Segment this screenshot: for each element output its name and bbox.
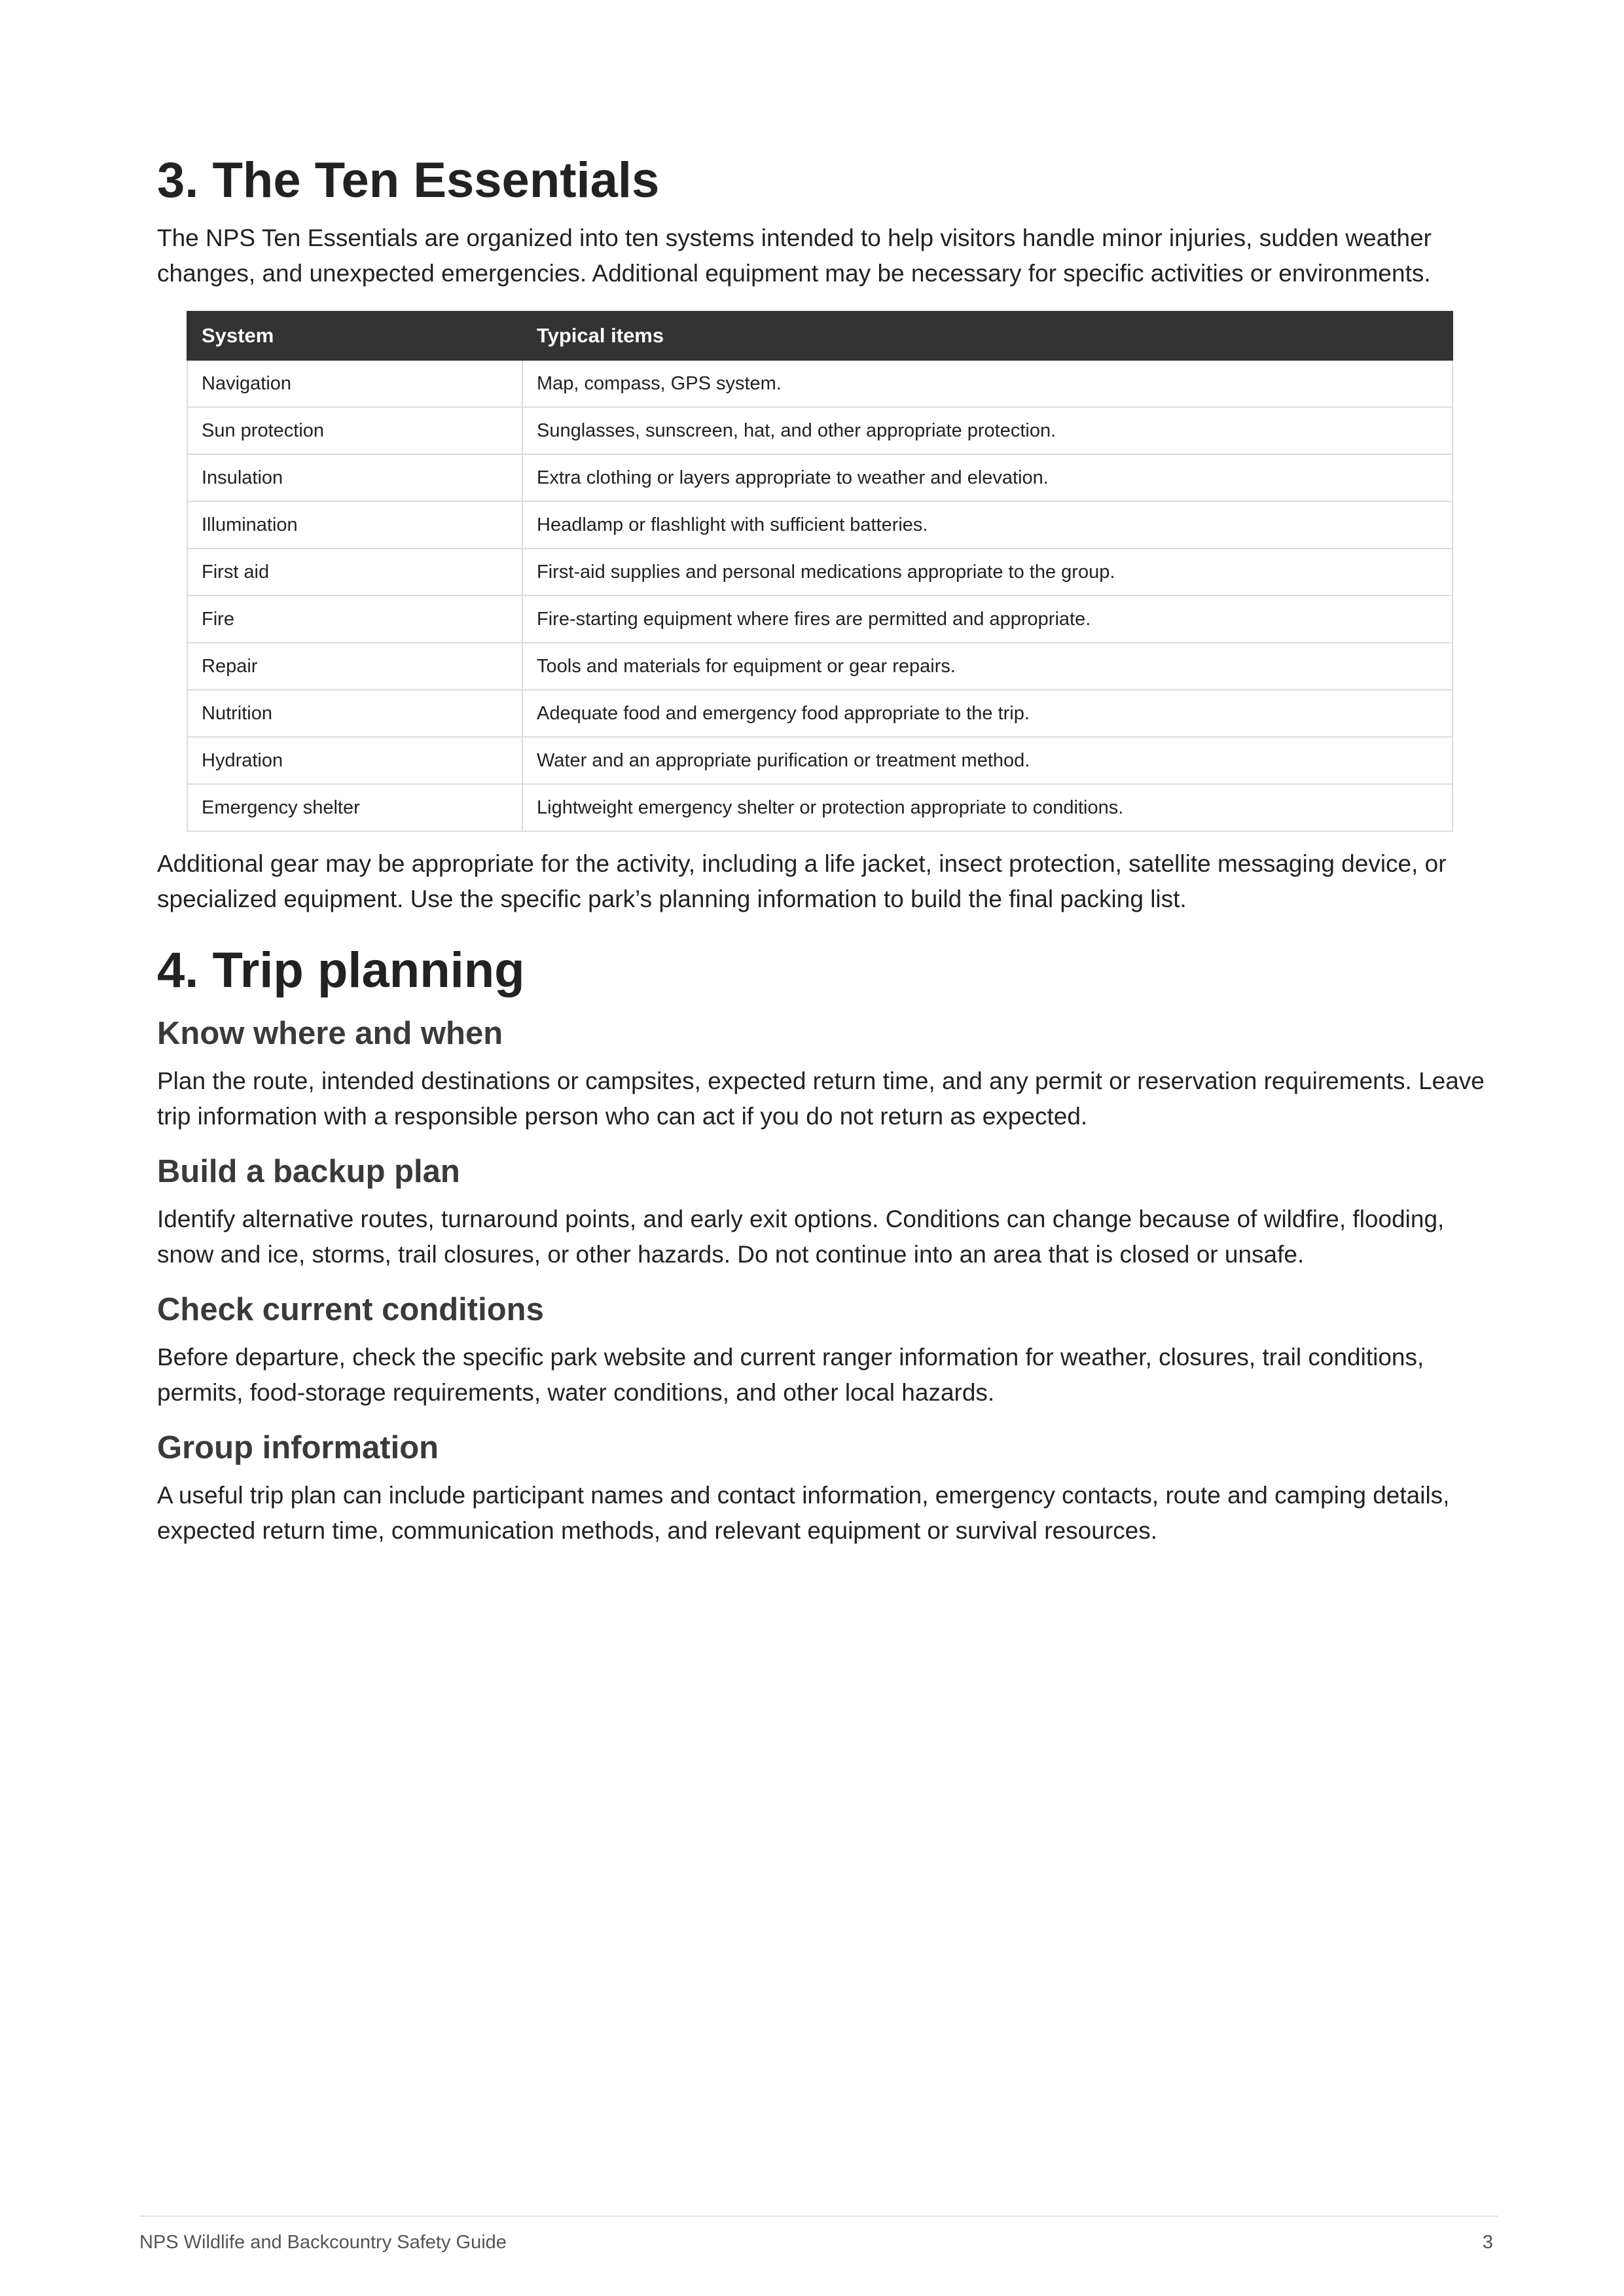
- table-cell-system: Repair: [187, 643, 522, 690]
- table-cell-system: Illumination: [187, 501, 522, 548]
- table-row: [187, 596, 1453, 643]
- table-row: [187, 407, 1453, 454]
- section-intro-paragraph: The NPS Ten Essentials are organized into ten systems intended to help visitors handle minor injuries, sudden weather changes, and unexpected emergencies. Additional equipment may be necessary for specific activities or environments.: [157, 224, 1432, 287]
- table-cell-system: Nutrition: [187, 690, 522, 737]
- table-header-system: System: [187, 312, 522, 360]
- table-row: [187, 454, 1453, 501]
- ten-essentials-table: [187, 311, 1453, 832]
- table-row: [187, 643, 1453, 690]
- table-row: [187, 360, 1453, 407]
- table-cell-items: Map, compass, GPS system.: [522, 360, 1453, 407]
- table-cell-system: Emergency shelter: [187, 784, 522, 831]
- section-title: 3. The Ten Essentials: [157, 152, 660, 208]
- table-cell-system: Fire: [187, 596, 522, 643]
- table-row: [187, 737, 1453, 784]
- page-content: [157, 144, 1492, 1549]
- section-closing-paragraph: Additional gear may be appropriate for the activity, including a life jacket, insect protection, satellite messaging device, or specialized equipment. Use the specific park’s planning information to build the final packing list.: [157, 850, 1447, 913]
- subsection-heading: Group information: [157, 1429, 439, 1465]
- footer-title: NPS Wildlife and Backcountry Safety Guide: [139, 2232, 507, 2253]
- table-cell-items: Water and an appropriate purification or treatment method.: [522, 737, 1453, 784]
- table-cell-system: Navigation: [187, 360, 522, 407]
- table-cell-system: Insulation: [187, 454, 522, 501]
- table-cell-items: Headlamp or flashlight with sufficient batteries.: [522, 501, 1453, 548]
- subsection-heading: Build a backup plan: [157, 1154, 460, 1190]
- table-cell-items: Fire-starting equipment where fires are permitted and appropriate.: [522, 596, 1453, 643]
- table-cell-items: Tools and materials for equipment or gear repairs.: [522, 643, 1453, 690]
- table-row: [187, 784, 1453, 831]
- subsection-paragraph: Before departure, check the specific park website and current ranger information for weather, closures, trail conditions, permits, food-storage requirements, water conditions, and other local hazards.: [157, 1343, 1424, 1406]
- table-cell-items: First-aid supplies and personal medications appropriate to the group.: [522, 548, 1453, 596]
- table-header-row: [187, 312, 1453, 360]
- footer-divider: [139, 2215, 1498, 2217]
- subsection-heading: Know where and when: [157, 1016, 503, 1052]
- subsection-heading: Check current conditions: [157, 1291, 544, 1327]
- table-cell-items: Extra clothing or layers appropriate to weather and elevation.: [522, 454, 1453, 501]
- subsection-paragraph: Identify alternative routes, turnaround points, and early exit options. Conditions can change because of wildfire, flooding, snow and ice, storms, trail closures, or other hazards. Do not continue into an area that is closed or unsafe.: [157, 1205, 1445, 1268]
- table-cell-system: Sun protection: [187, 407, 522, 454]
- table-cell-system: First aid: [187, 548, 522, 596]
- table-row: [187, 690, 1453, 737]
- table-cell-items: Sunglasses, sunscreen, hat, and other appropriate protection.: [522, 407, 1453, 454]
- subsection-paragraph: A useful trip plan can include participant names and contact information, emergency contacts, route and camping details, expected return time, communication methods, and relevant equipment or survival resources.: [157, 1481, 1450, 1544]
- table-cell-system: Hydration: [187, 737, 522, 784]
- table-row: [187, 548, 1453, 596]
- table-cell-items: Lightweight emergency shelter or protection appropriate to conditions.: [522, 784, 1453, 831]
- table-header-items: Typical items: [522, 312, 1453, 360]
- table-cell-items: Adequate food and emergency food appropriate to the trip.: [522, 690, 1453, 737]
- page-number: 3: [1482, 2232, 1493, 2253]
- section-title: 4. Trip planning: [157, 942, 525, 999]
- subsection-paragraph: Plan the route, intended destinations or campsites, expected return time, and any permit or reservation requirements. Leave trip information with a responsible person who can act if you do not return as expected.: [157, 1067, 1485, 1130]
- table-row: [187, 501, 1453, 548]
